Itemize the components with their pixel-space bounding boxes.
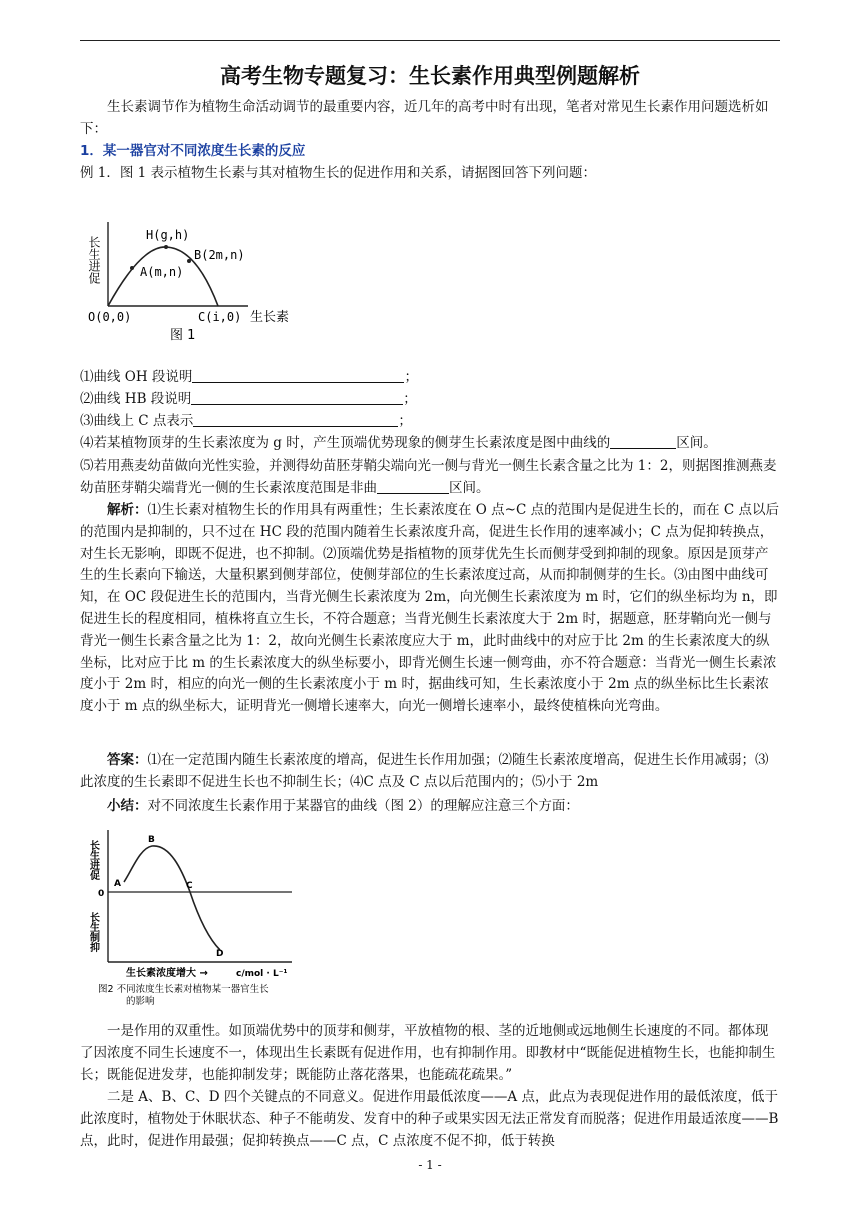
answer-blank-4 [610,434,676,449]
fig1-point-a: A(m,n) [140,265,184,279]
intro-paragraph: 生长素调节作为植物生命活动调节的最重要内容，近几年的高考中时有出现，笔者对常见生长素作用问题选析如下： [80,99,769,137]
question-1: ⑴曲线 OH 段说明 ； [80,369,418,385]
analysis-paragraph [80,500,780,718]
fig1-point-b: B(2m,n) [194,248,245,262]
question-5: ⑸若用燕麦幼苗做向光性实验，并测得幼苗胚芽鞘尖端向光一侧与背光一侧生长素含量之比为 1：2，则据图推测燕麦幼苗胚芽鞘尖端背光一侧的生长素浓度范围是非曲 区间。 [80,458,777,496]
answer-text: ⑴在一定范围内随生长素浓度的增高，促进生长作用加强；⑵随生长素浓度增高，促进生长作用减弱；⑶此浓度的生长素即不促进生长也不抑制生长；⑷C 点及 C 点以后范围内的；⑸小于 2m [80,752,769,790]
answer-blank-3 [193,412,398,427]
answer-label: 答案： [107,752,148,768]
page-number: - 1 - [418,1158,442,1172]
fig2-caption-line1: 图2 不同浓度生长素对植物某一器官生长 [98,984,269,995]
fig2-curve [124,846,220,950]
figure-1 [86,218,312,346]
summary-paragraph [80,796,780,818]
fig1-caption: 图 1 [170,328,196,343]
fig1-point-c: C(i,0) [198,310,242,324]
summary-text: 对不同浓度生长素作用于某器官的曲线（图 2）的理解应注意三个方面： [147,798,579,814]
question-3: ⑶曲线上 C 点表示 ； [80,413,412,429]
summary-label: 小结： [107,798,148,814]
fig2-caption-line2: 的影响 [126,996,155,1007]
section-heading-1: 1．某一器官对不同浓度生长素的反应 [80,143,306,159]
fig1-point-h: H(g,h) [146,228,190,242]
fig1-origin: O(0,0) [88,310,132,324]
answer-blank-1 [192,368,404,383]
fig2-point-d: D [216,949,224,959]
fig1-y-label: 长生进促 [87,236,101,284]
header-rule [80,40,780,41]
analysis-text: ⑴生长素对植物生长的作用具有两重性；生长素浓度在 O 点~C 点的范围内是促进生长的，而在 C 点以后的范围内是抑制的，只不过在 HC 段的范围内随着生长素浓度升高，促进生长作用的速率减小；C 点为促抑转换点，对生长无影响，即既不促进，也不抑制。⑵顶端优势是指植物的顶芽优先生长而侧芽受到抑制的现象。原因是顶芽产生的生长素向下输送，大量积累到侧芽部位，使侧芽部位的生长素浓度过高，从而抑制侧芽的生长。⑶由图中曲线可知，在 OC 段促进生长的范围内，当背光侧生长素浓度为 2m，向光侧生长素浓度为 m 时，它们的纵坐标均为 n，即促进生长的程度相同，植株将直立生长，不符合题意；当背光侧生长素浓度大于 2m 时，据题意，胚芽鞘向光一侧与背光一侧生长素含量之比为 1：2，故向光侧生长素浓度应大于 m，此时曲线中的对应于比 2m 的生长素浓度大的纵坐标，比对应于比 m 的生长素浓度大的纵坐标要小，即背光侧生长速一侧弯曲，亦不符合题意：当背光一侧生长素浓度小于 2m 时，相应的向光一侧的生长素浓度小于 m 时，据曲线可知，生长素浓度小于 2m 点的纵坐标比生长素浓度小于 m 点的纵坐标大，证明背光一侧增长速率大，向光一侧增长速率小，最终使植株向光弯曲。 [80,502,779,715]
paragraph-one: 一是作用的双重性。如顶端优势中的顶芽和侧芽，平放植物的根、茎的近地侧或远地侧生长速度的不同。都体现了因浓度不同生长速度不一，体现出生长素既有促进作用，也有抑制作用。即教材中“既能促进植物生长，也能抑制生长；既能促进发芽，也能抑制发芽；既能防止落花落果，也能疏花疏果。” [80,1023,776,1083]
analysis-label: 解析： [107,502,148,518]
fig2-zero: 0 [98,889,105,899]
question-4: ⑷若某植物顶芽的生长素浓度为 g 时，产生顶端优势现象的侧芽生长素浓度是图中曲线的 区间。 [80,435,717,451]
page-title: 高考生物专题复习：生长素作用典型例题解析 [220,64,640,88]
example-1-prompt: 例 1．图 1 表示植物生长素与其对植物生长的促进作用和关系，请据图回答下列问题： [80,165,597,181]
fig2-y-top-label: 长生进促 [87,840,99,880]
answer-blank-5 [377,479,449,494]
fig2-unit: c/mol · L⁻¹ [236,969,288,979]
question-2: ⑵曲线 HB 段说明 ； [80,391,417,407]
answer-paragraph [80,750,780,794]
fig2-point-b: B [148,835,155,845]
answer-blank-2 [191,390,403,405]
fig1-x-label: 生长素 [250,310,290,325]
figure-2 [86,826,312,1014]
paragraph-two: 二是 A、B、C、D 四个关键点的不同意义。促进作用最低浓度——A 点，此点为表现促进作用的最低浓度，低于此浓度时，植物处于休眠状态、种子不能萌发、发育中的种子或果实因无法正常发育而脱落；促进作用最适浓度——B 点，此时，促进作用最强；促抑转换点——C 点，C 点浓度不促不抑，低于转换 [80,1089,779,1149]
fig2-y-bottom-label: 长生制抑 [87,912,99,952]
fig2-point-c: C [186,881,193,891]
fig2-x-label: 生长素浓度增大 → [126,968,208,979]
fig2-point-a: A [114,879,121,889]
